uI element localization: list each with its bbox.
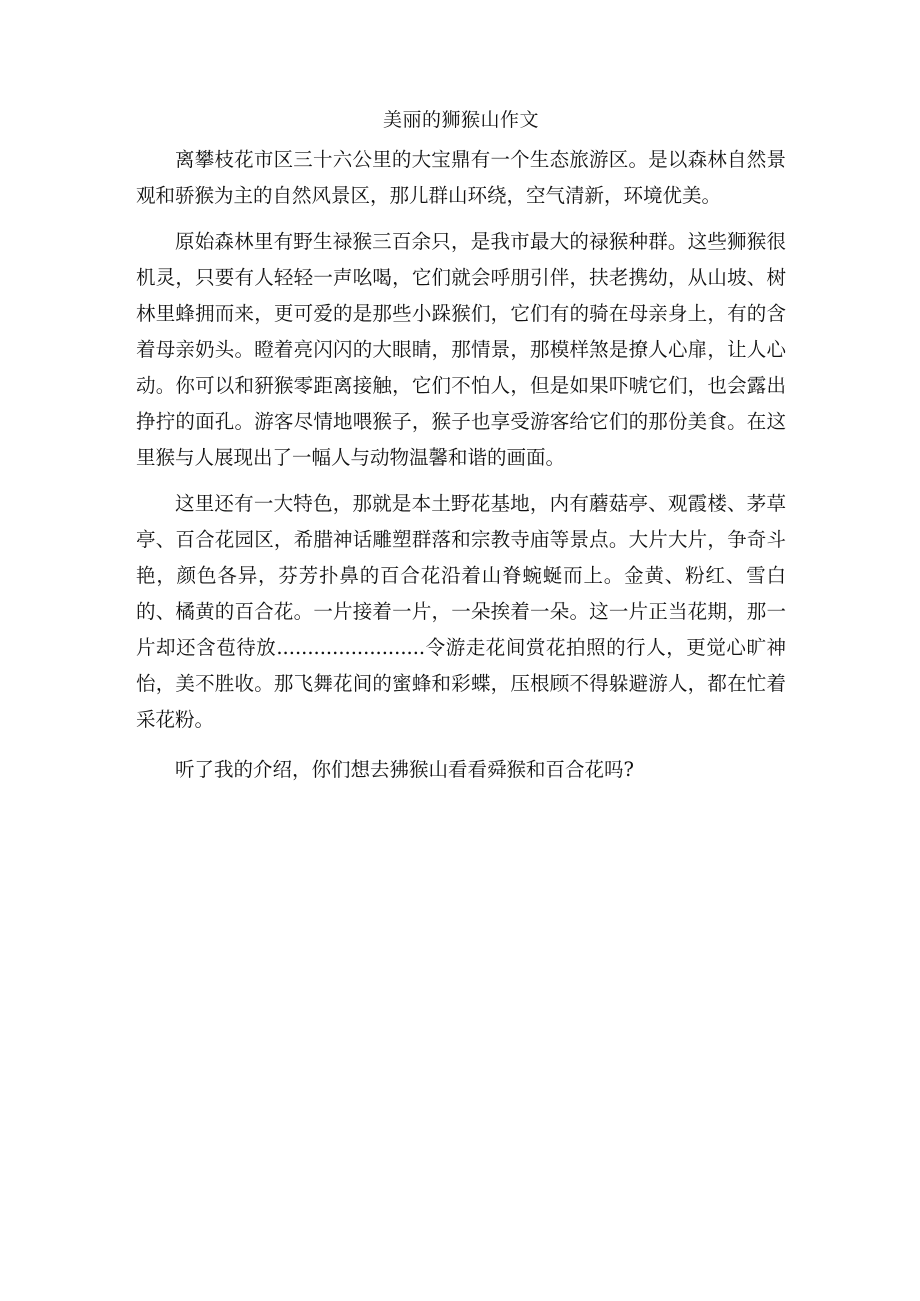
paragraph-closing: 听了我的介绍，你们想去狒猴山看看舜猴和百合花吗? — [175, 758, 634, 781]
paragraph-flowers: 这里还有一大特色，那就是本土野花基地，内有蘑菇亭、观霞楼、茅草亭、百合花园区，希腊神话雕塑群落和宗教寺庙等景点。大片大片，争奇斗艳，颜色各异，芬芳扑鼻的百合花沿着山脊蜿蜒而上。金黄、粉红、雪白的、橘黄的百合花。一片接着一片，一朵挨着一朵。这一片正当花期，那一片却还含苞待放........................令游走花间赏花拍照的行人，更觉心旷神怡，美不胜收。那飞舞花间的蜜蜂和彩蝶，压根顾不得躲避游人，都在忙着采花粉。 — [136, 492, 786, 731]
paragraph-intro: 离攀枝花市区三十六公里的大宝鼎有一个生态旅游区。是以森林自然景观和骄猴为主的自然风景区，那儿群山环绕，空气清新，环境优美。 — [136, 148, 786, 207]
paragraph-monkeys: 原始森林里有野生禄猴三百余只，是我市最大的禄猴种群。这些狮猴很机灵，只要有人轻轻一声吆喝，它们就会呼朋引伴，扶老携幼，从山坡、树林里蜂拥而来，更可爱的是那些小跺猴们，它们有的骑在母亲身上，有的含着母亲奶头。瞪着亮闪闪的大眼睛，那情景，那模样煞是撩人心扉，让人心动。你可以和豣猴零距离接触，它们不怕人，但是如果吓唬它们，也会露出挣拧的面孔。游客尽情地喂猴子，猴子也享受游客给它们的那份美食。在这里猴与人展现出了一幅人与动物温馨和谐的画面。 — [136, 230, 786, 469]
document-body — [136, 102, 786, 798]
document-title: 美丽的狮猴山作文 — [382, 109, 539, 131]
